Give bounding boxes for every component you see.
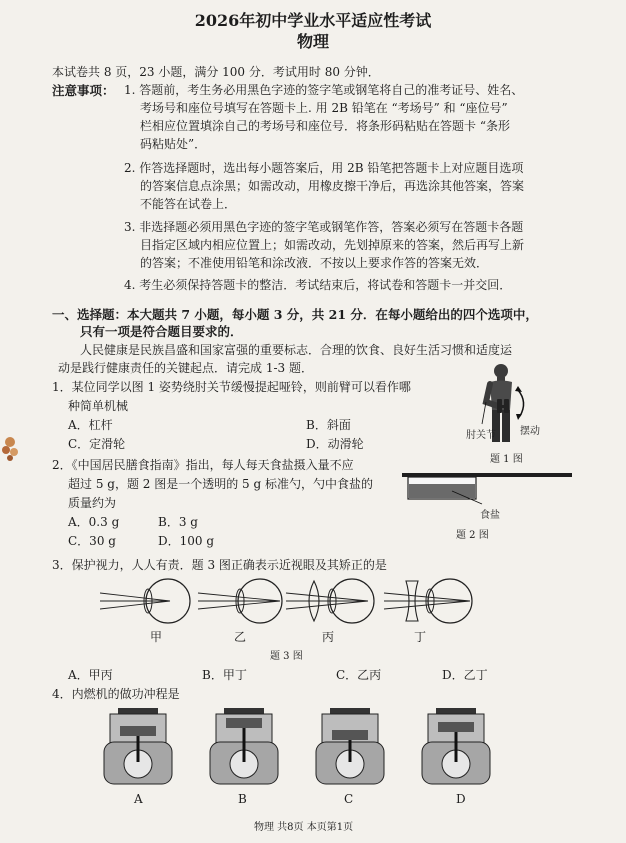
figure-3-label-yi: 乙 [234, 630, 247, 644]
q1-stem-line-2: 种简单机械 [68, 399, 129, 413]
q2-option-d: D．100 g [158, 534, 215, 548]
q1-stem-line-1: 1．某位同学以图 1 姿势绕肘关节缓慢提起哑铃，则前臂可以看作哪 [52, 380, 411, 394]
q4-stem: 4．内燃机的做功冲程是 [52, 687, 180, 701]
notice-item-4-line-1: 4. 考生必须保持答题卡的整洁．考试结束后，将试卷和答题卡一并交回． [124, 278, 512, 292]
eye-diagram-jia [100, 579, 190, 623]
swing-arrow-tail-icon [516, 414, 522, 420]
q3-option-b: B．甲丁 [202, 668, 247, 682]
figure-2-caption: 题 2 图 [456, 530, 489, 541]
notice-item-2-line-1: 2. 作答选择题时，选出每小题答案后，用 2B 铅笔把答题卡上对应题目选项 [124, 161, 524, 175]
notice-item-3-line-1: 3. 非选择题必须用黑色字迹的签字笔或钢笔作答，答案必须写在答题卡各题 [124, 220, 524, 234]
q3-stem: 3．保护视力，人人有责．题 3 图正确表示近视眼及其矫正的是 [52, 558, 387, 572]
figure-3-caption: 题 3 图 [270, 651, 303, 662]
eye-diagram-yi [198, 579, 282, 623]
engine-diagram-a [104, 708, 172, 784]
q1-option-a: A．杠杆 [68, 418, 113, 432]
q2-stem-line-1: 2．《中国居民膳食指南》指出，每人每天食盐摄入量不应 [52, 458, 354, 472]
margin-flower-icon [0, 432, 22, 464]
engine-diagram-b [210, 708, 278, 784]
q2-option-b: B．3 g [158, 515, 198, 529]
notice-item-2-line-2: 的答案信息点涂黑；如需改动，用橡皮擦干净后，再选涂其他答案，答案 [140, 179, 525, 193]
notice-item-2-line-3: 不能答在试卷上． [140, 197, 237, 211]
notice-item-1-line-1: 1. 答题前，考生务必用黑色字迹的签字笔或钢笔将自己的准考证号、姓名、 [124, 83, 524, 97]
notice-label: 注意事项： [52, 83, 115, 98]
context-line-1: 人民健康是民族昌盛和国家富强的重要标志．合理的饮食、良好生活习惯和适度运 [80, 343, 513, 357]
exam-title: 2026年初中学业水平适应性考试 [194, 11, 432, 30]
notice-item-3-line-3: 的答案；不准使用铅笔和涂改液．不按以上要求作答的答案无效． [140, 256, 489, 270]
figure-1-caption: 题 1 图 [490, 454, 523, 465]
spoon-handle [402, 473, 572, 477]
q3-option-a: A．甲丙 [68, 668, 113, 682]
q1-option-c: C．定滑轮 [68, 437, 126, 451]
q1-option-b: B．斜面 [306, 418, 351, 432]
notice-item-3-line-2: 目指定区域内相应位置上；如需改动，先划掉原来的答案，然后再写上新 [140, 238, 525, 252]
section-heading-line-1: 一、选择题：本大题共 7 小题，每小题 3 分，共 21 分．在每小题给出的四个选项中， [52, 307, 538, 322]
eye-diagram-ding [384, 579, 472, 623]
figure-3-label-ding: 丁 [414, 630, 427, 644]
figure-4-label-b: B [238, 792, 247, 806]
figure-2-label-salt: 食盐 [480, 510, 500, 521]
eye-diagram-bing [286, 579, 374, 623]
q3-option-c: C．乙丙 [336, 668, 382, 682]
figure-4-illustration [100, 706, 520, 788]
figure-4-label-d: D [456, 792, 466, 806]
notice-item-1-line-3: 栏相应位置填涂自己的考场号和座位号．将条形码粘贴在答题卡 “条形 [140, 119, 510, 133]
figure-1-label-joint: 肘关节 [466, 430, 496, 441]
q2-stem-line-2: 超过 5 g，题 2 图是一个透明的 5 g 标准勺，勺中食盐的 [68, 477, 373, 491]
figure-4-label-c: C [344, 792, 354, 806]
swing-arrow-head-icon [515, 386, 522, 392]
figure-2-illustration [402, 466, 572, 510]
page-footer: 物理 共8页 本页第1页 [254, 822, 354, 833]
subject-title: 物理 [296, 32, 329, 51]
salt-fill [409, 484, 475, 498]
figure-3-label-jia: 甲 [150, 630, 163, 644]
exam-intro: 本试卷共 8 页，23 小题，满分 100 分．考试用时 80 分钟． [52, 65, 380, 79]
figure-4-label-a: A [134, 792, 143, 806]
figure-3-illustration [100, 575, 480, 635]
q1-option-d: D．动滑轮 [306, 437, 364, 451]
elbow-pointer-line [482, 402, 486, 424]
swing-arrow-icon [518, 390, 524, 416]
engine-diagram-d [422, 708, 490, 784]
q2-stem-line-3: 质量约为 [68, 496, 117, 510]
q2-option-c: C．30 g [68, 534, 116, 548]
notice-item-1-line-4: 码粘贴处”． [140, 137, 207, 151]
figure-1-label-swing: 摆动 [520, 426, 540, 437]
notice-item-1-line-2: 考场号和座位号填写在答题卡上. 用 2B 铅笔在 “考场号” 和 “座位号” [140, 101, 508, 115]
section-heading-line-2: 只有一项是符合题目要求的． [80, 324, 243, 339]
q3-option-d: D．乙丁 [442, 668, 488, 682]
engine-diagram-c [316, 708, 384, 784]
context-line-2: 动是践行健康责任的关键起点．请完成 1-3 题． [58, 361, 313, 375]
figure-3-label-bing: 丙 [322, 630, 335, 644]
q2-option-a: A．0.3 g [68, 515, 120, 529]
